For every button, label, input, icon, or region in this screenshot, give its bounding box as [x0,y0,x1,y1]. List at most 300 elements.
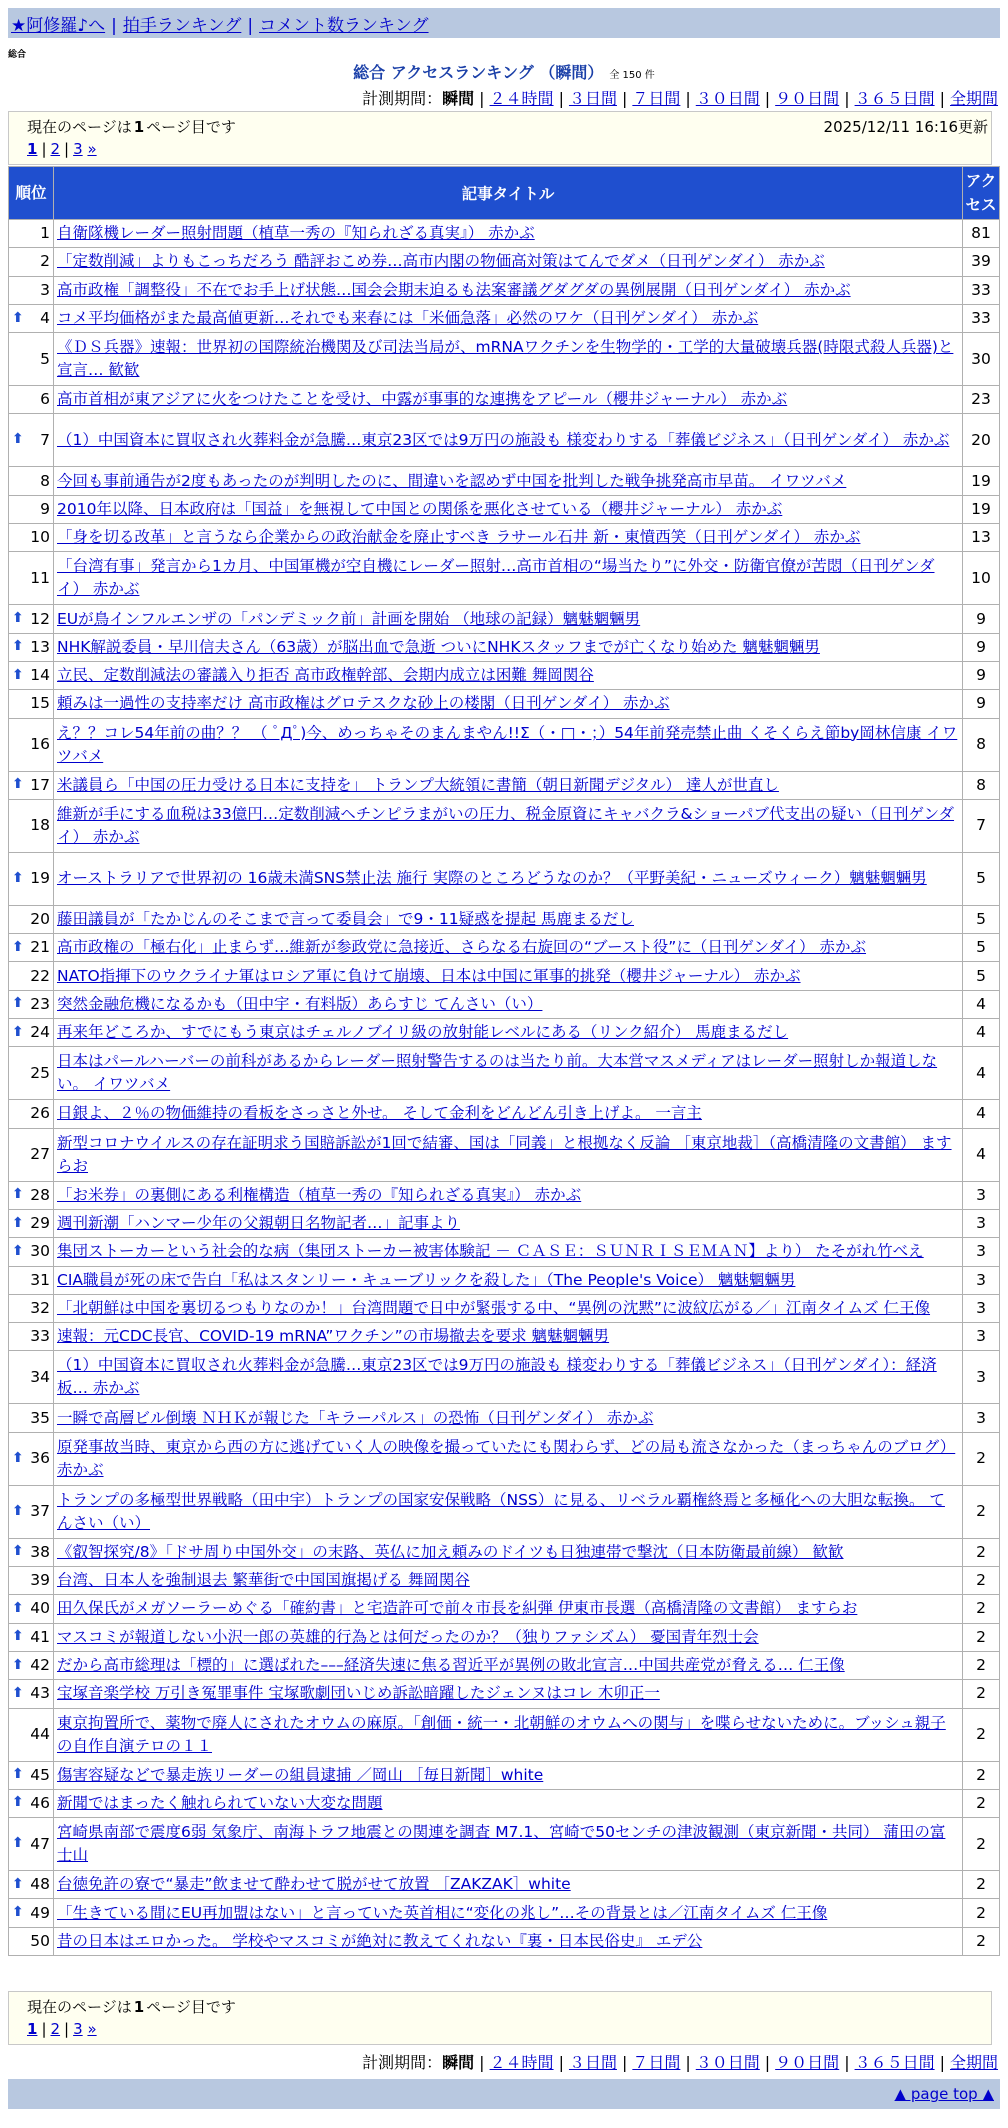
period-link[interactable]: ３０日間 [695,2053,760,2072]
period-selector-bottom [362,2050,998,2073]
rank-cell [9,962,54,990]
table-row [9,276,1000,304]
article-link[interactable]: 《叡智探究/8》「ドサ周り中国外交」の末路、英仏に加え頼みのドイツも日独連帯で撃沈（日本防衛最前線） 歓歓 [57,1542,844,1561]
access-count: 5 [963,852,1000,905]
comment-ranking-link[interactable]: コメント数ランキング [259,16,429,36]
up-arrow-icon: ⬆ [12,1904,24,1921]
title-cell [54,552,963,605]
article-link[interactable]: 「生きている間にEU再加盟はない」と言っていた英首相に“変化の兆し”…その背景とは／江南タイムズ 仁王像 [57,1903,828,1922]
rank-cell [9,633,54,661]
access-count: 2 [963,1871,1000,1899]
pagination-separator: | [41,140,47,158]
period-link[interactable]: ３６５日間 [854,89,935,108]
table-row [9,718,1000,771]
up-arrow-icon: ⬆ [12,610,24,627]
pagination [27,140,97,158]
rank-cell [9,1538,54,1566]
footer-bar [8,2079,1000,2109]
period-label: 計測期間： [362,89,443,108]
table-row [9,1680,1000,1708]
rank-cell [9,771,54,799]
article-link[interactable]: 再来年どころか、すでにもう東京はチェルノブイリ級の放射能レベルにある（リンク紹介） 馬鹿まるだし [57,1023,789,1042]
table-row [9,1323,1000,1351]
rank-number: 24 [30,1023,50,1042]
clap-ranking-link[interactable]: 拍手ランキング [122,16,242,36]
article-link[interactable]: 「定数削減」よりもこっちだろう 酷評おこめ券…高市内閣の物価高対策はてんでダメ（日刊ゲンダイ） 赤かぶ [57,252,825,271]
rank-number: 44 [30,1725,50,1743]
rank-cell [9,1266,54,1294]
rank-number: 23 [30,994,50,1013]
rank-number: 32 [30,1298,50,1317]
up-arrow-icon: ⬆ [12,1599,24,1616]
table-row [9,1100,1000,1128]
rank-number: 39 [30,1571,50,1590]
article-link[interactable]: 高市政権の「極右化」止まらず…維新が参政党に急接近、さらなる右旋回の“ブースト役”に（日刊ゲンダイ） 赤かぶ [57,938,867,957]
page-top-link[interactable]: ▲ page top ▲ [894,2085,994,2103]
table-row [9,905,1000,933]
up-arrow-icon: ⬆ [12,1023,24,1040]
rank-number: 17 [30,775,50,794]
period-link[interactable]: ３０日間 [695,89,760,108]
access-count: 4 [963,1047,1000,1100]
title-cell [54,386,963,414]
col-title-header: 記事タイトル [54,167,963,220]
period-separator: | [558,2053,564,2072]
period-separator: | [939,89,945,108]
title-cell [54,633,963,661]
title-cell [54,1100,963,1128]
access-count: 8 [963,771,1000,799]
article-link[interactable]: 頼みは一過性の支持率だけ 高市政権はグロテスクな砂上の楼閣（日刊ゲンダイ） 赤かぶ [57,694,670,713]
title-cell [54,333,963,386]
article-link[interactable]: 高市政権「調整役」不在でお手上げ状態…国会会期末迫るも法案審議グダグダの異例展開（日刊ゲンダイ） 赤かぶ [57,280,851,299]
table-row [9,962,1000,990]
title-cell [54,1351,963,1404]
rank-cell [9,1323,54,1351]
rank-number: 1 [40,224,50,243]
pagination-separator: | [64,2020,70,2038]
up-arrow-icon: ⬆ [12,1628,24,1645]
page-link[interactable]: 1 [27,140,38,158]
access-count: 3 [963,1209,1000,1237]
period-current: 瞬間 [442,2053,475,2072]
table-row [9,467,1000,495]
rank-cell [9,1899,54,1927]
title-cell [54,799,963,852]
table-row [9,990,1000,1018]
title-cell [54,718,963,771]
table-row [9,661,1000,689]
article-link[interactable]: 「お米券」の裏側にある利権構造（植草一秀の『知られざる真実』） 赤かぶ [57,1185,582,1204]
rank-cell [9,1818,54,1871]
rank-cell [9,718,54,771]
title-cell [54,1761,963,1789]
period-separator: | [479,89,485,108]
access-count: 5 [963,934,1000,962]
up-arrow-icon: ⬆ [12,1543,24,1560]
period-link[interactable]: ７日間 [632,2053,681,2072]
access-count: 2 [963,1538,1000,1566]
ranking-table [8,166,1000,1956]
rank-number: 40 [30,1599,50,1618]
rank-cell [9,220,54,248]
title-cell [54,1899,963,1927]
period-link[interactable]: ３日間 [568,2053,617,2072]
access-count: 20 [963,414,1000,467]
period-separator: | [479,2053,485,2072]
access-count: 7 [963,799,1000,852]
title-cell [54,1047,963,1100]
title-cell [54,661,963,689]
article-link[interactable]: 《ＤＳ兵器》速報：世界初の国際統治機関及び司法当局が、mRNAワクチンを生物学的・工学的大量破壊兵器(時限式殺人兵器)と宣言… 歓歓 [57,338,954,380]
up-arrow-icon: ⬆ [12,1794,24,1811]
article-link[interactable]: 速報：元CDC長官、COVID-19 mRNA”ワクチン”の市場撤去を要求 魑魅魍魎男 [57,1327,610,1346]
article-link[interactable]: オーストラリアで世界初の 16歳未満SNS禁止法 施行 実際のところどうなのか？（平野美紀・ニューズウィーク）魑魅魍魎男 [57,869,927,888]
table-row [9,934,1000,962]
article-link[interactable]: 突然金融危機になるかも（田中宇・有料版）あらすじ てんさい（い） [57,994,543,1013]
period-current: 瞬間 [442,89,475,108]
title-cell [54,1871,963,1899]
period-separator: | [764,2053,771,2072]
rank-cell [9,524,54,552]
rank-cell [9,1209,54,1237]
article-link[interactable]: 東京拘置所で、薬物で廃人にされたオウムの麻原。「創価・統一・北朝鮮のオウムへの関与」を喋らせないために。ブッシュ親子の自作自演テロの１１ [57,1713,946,1755]
rank-cell [9,1680,54,1708]
period-separator: | [844,2053,850,2072]
access-count: 5 [963,905,1000,933]
period-separator: | [764,89,771,108]
rank-number: 28 [30,1185,50,1204]
title-cell [54,1538,963,1566]
top-nav-bar: ★阿修羅♪へ | 拍手ランキング | コメント数ランキング [8,8,1000,38]
up-arrow-icon: ⬆ [12,1684,24,1701]
title-cell [54,1294,963,1322]
table-row [9,605,1000,633]
title-cell [54,1567,963,1595]
rank-number: 37 [30,1502,50,1521]
article-link[interactable]: 原発事故当時、東京から西の方に逃げていく人の映像を撮っていたにも関わらず、どの局も流さなかった（まっちゃんのブログ） 赤かぶ [57,1437,956,1479]
rank-cell [9,1019,54,1047]
current-page-suffix: ページ目です [146,1998,236,2016]
rank-number: 21 [30,938,50,957]
current-page-text [27,116,236,137]
up-arrow-icon: ⬆ [12,869,24,886]
article-link[interactable]: 新型コロナウイルスの存在証明求う国賠訴訟が1回で結審、国は「同義」と根拠なく反論 ［東京地裁］（高橋清隆の文書館） ますらお [57,1133,952,1175]
rank-cell [9,276,54,304]
col-rank-header: 順位 [9,167,54,220]
article-link[interactable]: 今回も事前通告が2度もあったのが判明したのに、間違いを認めず中国を批判した戦争挑発高市早苗。 イワツバメ [57,471,847,490]
access-count: 4 [963,990,1000,1018]
current-page-suffix: ページ目です [146,118,236,136]
access-count: 2 [963,1567,1000,1595]
table-row [9,1708,1000,1761]
period-separator: | [558,89,564,108]
title-cell [54,690,963,718]
rank-number: 16 [30,735,50,754]
article-link[interactable]: EUが鳥インフルエンザの「パンデミック前」計画を開始 （地球の記録）魑魅魍魎男 [57,609,641,628]
pagination [27,2020,97,2038]
access-count: 30 [963,333,1000,386]
page-info-top [8,111,992,165]
table-row [9,1623,1000,1651]
article-link[interactable]: 日銀よ、２％の物価維持の看板をさっさと外せ。 そして金利をどんどん引き上げよ。 一言主 [57,1104,702,1123]
article-link[interactable]: トランプの多極型世界戦略（田中宇）トランプの国家安保戦略（NSS）に見る、リベラル覇権終焉と多極化への大胆な転換。 てんさい（い） [57,1490,945,1532]
rank-number: 5 [40,349,50,368]
article-link[interactable]: 2010年以降、日本政府は「国益」を無視して中国との関係を悪化させている（櫻井ジャーナル） 赤かぶ [57,499,783,518]
table-row [9,1871,1000,1899]
article-link[interactable]: 高市首相が東アジアに火をつけたことを受け、中露が事事的な連携をアピール（櫻井ジャーナル） 赤かぶ [57,390,788,409]
rank-number: 38 [30,1542,50,1561]
up-arrow-icon: ⬆ [12,1214,24,1231]
access-count: 9 [963,605,1000,633]
article-link[interactable]: 立民、定数削減法の審議入り拒否 高市政権幹部、会期内成立は困難 舞岡関谷 [57,666,594,685]
access-count: 39 [963,248,1000,276]
access-count: 2 [963,1899,1000,1927]
title-cell [54,1595,963,1623]
article-link[interactable]: だから高市総理は「標的」に選ばれた–––経済失速に焦る習近平が異例の敗北宣言…中国共産党が脅える… 仁王像 [57,1656,845,1675]
up-arrow-icon: ⬆ [12,995,24,1012]
article-link[interactable]: 台徳免許の寮で“暴走”飲ませて酔わせて脱がせて放置 ［ZAKZAK］white [57,1875,571,1894]
page-link[interactable]: 3 [73,2020,83,2038]
rank-cell [9,1927,54,1955]
access-count: 19 [963,467,1000,495]
article-link[interactable]: 「北朝鮮は中国を裏切るつもりなのか！」台湾問題で日中が緊張する中、“異例の沈黙”に波紋広がる／」江南タイムズ 仁王像 [57,1298,931,1317]
table-row [9,1019,1000,1047]
current-page-prefix: 現在のページは [27,118,132,136]
total-count: 全 150 件 [609,70,655,81]
title-cell [54,248,963,276]
title-cell [54,304,963,332]
current-page-number: 1 [133,118,145,136]
current-page-number: 1 [133,1998,145,2016]
article-link[interactable]: NHK解説委員・早川信夫さん（63歳）が脳出血で急逝 ついにNHKスタッフまでが亡くなり始めた 魑魅魍魎男 [57,637,820,656]
rank-number: 33 [30,1327,50,1346]
rank-number: 26 [30,1104,50,1123]
access-count: 2 [963,1789,1000,1817]
title-cell [54,1623,963,1651]
rank-cell [9,605,54,633]
rank-cell [9,1651,54,1679]
article-link[interactable]: 田久保氏がメガソーラーめぐる「確約書」と宅造許可で前々市長を糾弾 伊東市長選（高橋清隆の文書館） ますらお [57,1599,858,1618]
pagination-separator: | [41,2020,47,2038]
title-cell [54,934,963,962]
period-separator: | [685,89,691,108]
rank-number: 30 [30,1242,50,1261]
article-link[interactable]: 「身を切る改革」と言うなら企業からの政治献金を廃止すべき ラサール石井 新・東憤西笑（日刊ゲンダイ） 赤かぶ [57,528,861,547]
rank-number: 29 [30,1214,50,1233]
page-title-text: 総合 アクセスランキング （瞬間） [353,63,604,82]
page-link[interactable]: 2 [50,2020,61,2038]
rank-cell [9,799,54,852]
rank-number: 10 [30,528,50,547]
period-separator: | [621,2053,628,2072]
access-count: 2 [963,1651,1000,1679]
article-link[interactable]: 昔の日本はエロかった。 学校やマスコミが絶対に教えてくれない『裏・日本民俗史』 エデ公 [57,1931,703,1950]
table-row [9,1266,1000,1294]
up-arrow-icon: ⬆ [12,1766,24,1783]
access-count: 5 [963,962,1000,990]
access-count: 33 [963,304,1000,332]
article-link[interactable]: NATO指揮下のウクライナ軍はロシア軍に負けて崩壊、日本は中国に軍事的挑発（櫻井ジャーナル） 赤かぶ [57,966,801,985]
rank-number: 41 [30,1627,50,1646]
period-link[interactable]: ９０日間 [775,2053,840,2072]
article-link[interactable]: 宝塚音楽学校 万引き冤罪事件 宝塚歌劇団いじめ訴訟暗躍したジェンヌはコレ 木卯正一 [57,1684,660,1703]
rank-number: 31 [30,1270,50,1289]
page-link[interactable]: 3 [73,140,83,158]
article-link[interactable]: 米議員ら「中国の圧力受ける日本に支持を」 トランプ大統領に書簡（朝日新聞デジタル） 達人が世直し [57,775,779,794]
period-link[interactable]: ２４時間 [489,2053,554,2072]
title-cell [54,220,963,248]
table-row [9,1294,1000,1322]
table-row [9,1128,1000,1181]
title-cell [54,1818,963,1871]
title-cell [54,1404,963,1432]
rank-number: 14 [30,666,50,685]
next-page-link[interactable]: » [87,2020,97,2038]
access-count: 9 [963,690,1000,718]
rank-number: 6 [40,390,50,409]
access-count: 9 [963,633,1000,661]
access-count: 2 [963,1680,1000,1708]
table-row [9,1485,1000,1538]
table-row [9,771,1000,799]
access-count: 3 [963,1351,1000,1404]
home-link[interactable]: ★阿修羅♪へ [11,16,106,36]
article-link[interactable]: 自衛隊機レーダー照射問題（植草一秀の『知られざる真実』） 赤かぶ [57,224,535,243]
article-link[interactable]: （1）中国資本に買収され火葬料金が急騰…東京23区では9万円の施設も 様変わりする「葬儀ビジネス」（日刊ゲンダイ）：経済板… 赤かぶ [57,1356,937,1398]
table-row [9,1818,1000,1871]
access-count: 3 [963,1294,1000,1322]
rank-cell [9,990,54,1018]
rank-number: 36 [30,1449,50,1468]
period-link[interactable]: ９０日間 [775,89,840,108]
rank-cell [9,1623,54,1651]
rank-number: 13 [30,637,50,656]
title-cell [54,1266,963,1294]
article-link[interactable]: コメ平均価格がまた最高値更新…それでも来春には「米価急落」必然のワケ（日刊ゲンダイ） 赤かぶ [57,309,759,328]
title-cell [54,605,963,633]
rank-cell [9,333,54,386]
rank-number: 46 [30,1793,50,1812]
title-cell [54,905,963,933]
table-row [9,1899,1000,1927]
rank-cell [9,1047,54,1100]
table-row [9,1404,1000,1432]
period-link[interactable]: ２４時間 [489,89,554,108]
rank-number: 3 [40,280,50,299]
article-link[interactable]: 維新が手にする血税は33億円…定数削減ヘチンピラまがいの圧力、税金原資にキャバクラ&ショーパブ代支出の疑い（日刊ゲンダイ） 赤かぶ [57,804,955,846]
access-count: 3 [963,1404,1000,1432]
period-link[interactable]: 全期間 [949,89,998,108]
page-link[interactable]: 1 [27,2020,38,2038]
title-cell [54,1181,963,1209]
title-cell [54,414,963,467]
title-cell [54,1927,963,1955]
article-link[interactable]: 一瞬で高層ビル倒壊 ＮＨＫが報じた「キラーパルス」の恐怖（日刊ゲンダイ） 赤かぶ [57,1408,654,1427]
article-link[interactable]: 日本はパールハーバーの前科があるからレーダー照射警告するのは当たり前。大本営マスメディアはレーダー照射しか報道しない。 イワツバメ [57,1052,938,1094]
article-link[interactable]: CIA職員が死の床で告白「私はスタンリー・キューブリックを殺した」（The People's Voice） 魑魅魍魎男 [57,1270,796,1289]
article-link[interactable]: 週刊新潮「ハンマー少年の父親朝日名物記者…」記事より [57,1214,461,1233]
access-count: 3 [963,1181,1000,1209]
title-cell [54,1708,963,1761]
up-arrow-icon: ⬆ [12,1875,24,1892]
current-page-text [27,1996,236,2017]
rank-number: 7 [40,430,50,449]
rank-cell [9,1351,54,1404]
rank-cell [9,304,54,332]
rank-cell [9,467,54,495]
access-count: 4 [963,1100,1000,1128]
rank-cell [9,661,54,689]
article-link[interactable]: 集団ストーカーという社会的な病（集団ストーカー被害体験記 － ＣＡＳＥ：ＳＵＮＲＩＳＥＭＡＮ】より） たそがれ竹べえ [57,1242,924,1261]
access-count: 4 [963,1128,1000,1181]
period-link[interactable]: ３日間 [568,89,617,108]
access-count: 81 [963,220,1000,248]
rank-number: 43 [30,1684,50,1703]
title-cell [54,1432,963,1485]
period-link[interactable]: ３６５日間 [854,2053,935,2072]
up-arrow-icon: ⬆ [12,776,24,793]
access-count: 13 [963,524,1000,552]
rank-number: 12 [30,609,50,628]
article-link[interactable]: 宮崎県南部で震度6弱 気象庁、南海トラフ地震との関連を調査 M7.1、宮崎で50センチの津波観測（東京新聞・共同） 蒲田の富士山 [57,1823,946,1865]
article-link[interactable]: 傷害容疑などで暴走族リーダーの組員逮捕 ／岡山 ［毎日新聞］white [57,1765,544,1784]
table-row [9,799,1000,852]
rank-cell [9,386,54,414]
rank-number: 4 [40,309,50,328]
table-row [9,1432,1000,1485]
table-row [9,633,1000,661]
period-link[interactable]: 全期間 [949,2053,998,2072]
rank-cell [9,852,54,905]
access-count: 2 [963,1708,1000,1761]
rank-cell [9,905,54,933]
article-link[interactable]: 台湾、日本人を強制退去 繁華街で中国国旗掲げる 舞岡関谷 [57,1571,470,1590]
page-link[interactable]: 2 [50,140,61,158]
next-page-link[interactable]: » [87,140,97,158]
rank-cell [9,1294,54,1322]
rank-cell [9,414,54,467]
table-row [9,1651,1000,1679]
rank-cell [9,1100,54,1128]
article-link[interactable]: え？？コレ54年前の曲？？ （ ﾟДﾟ)今、めっちゃそのまんまやん!!Σ（・□・；）54年前発売禁止曲 くそくらえ節by岡林信康 イワツバメ [57,723,958,765]
article-link[interactable]: 新聞ではまったく触れられていない大変な問題 [57,1793,383,1812]
title-cell [54,276,963,304]
rank-number: 2 [40,252,50,271]
article-link[interactable]: 藤田議員が「たかじんのそこまで言って委員会」で9・11疑惑を提起 馬鹿まるだし [57,910,635,928]
rank-cell [9,1485,54,1538]
up-arrow-icon: ⬆ [12,1449,24,1466]
rank-cell [9,1567,54,1595]
article-link[interactable]: 「台湾有事」発言から1カ月、中国軍機が空自機にレーダー照射…高市首相の“場当たり”に外交・防衛官僚が苦悶（日刊ゲンダイ） 赤かぶ [57,557,935,599]
title-cell [54,495,963,523]
article-link[interactable]: （1）中国資本に買収され火葬料金が急騰…東京23区では9万円の施設も 様変わりする「葬儀ビジネス」（日刊ゲンダイ） 赤かぶ [57,430,950,449]
period-selector-top [362,86,998,109]
rank-cell [9,1404,54,1432]
table-row [9,1209,1000,1237]
rank-cell [9,1128,54,1181]
title-cell [54,990,963,1018]
rank-number: 47 [30,1834,50,1853]
updated-timestamp: 2025/12/11 16:16更新 [823,118,988,136]
rank-number: 9 [40,499,50,518]
rank-number: 35 [30,1408,50,1427]
title-cell [54,1238,963,1266]
rank-number: 18 [30,816,50,835]
article-link[interactable]: マスコミが報道しない小沢一郎の英雄的行為とは何だったのか？（独りファシズム） 憂国青年烈士会 [57,1627,759,1646]
period-link[interactable]: ７日間 [632,89,681,108]
rank-cell [9,934,54,962]
